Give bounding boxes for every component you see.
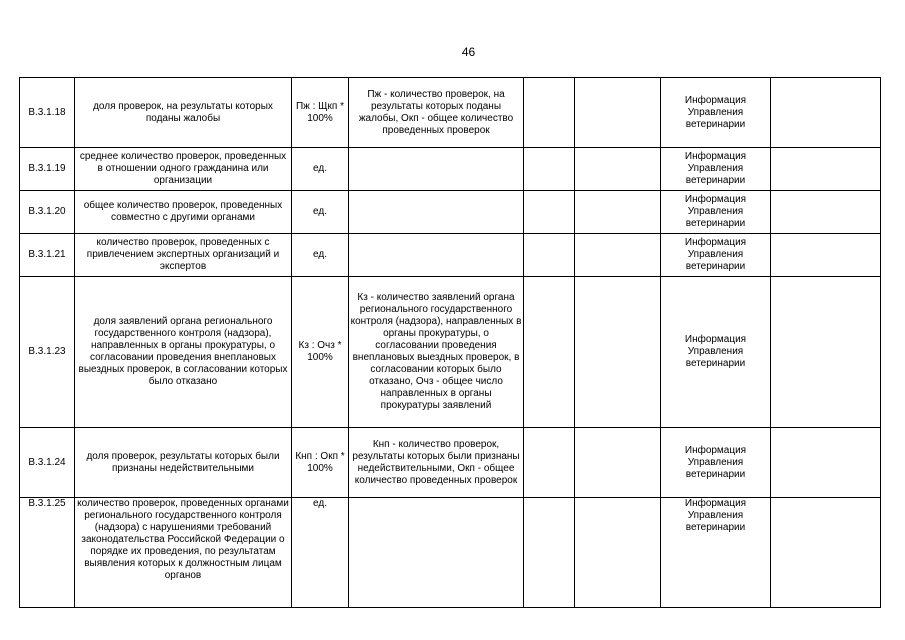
indicator-name: доля заявлений органа регионального государственного контроля (надзора), направленных в органы прокуратуры, о согласовании проведения внеплановых выездных проверок, в согласовании которых было отказано xyxy=(75,277,292,428)
indicator-source: Информация Управления ветеринарии xyxy=(661,428,771,498)
empty-cell xyxy=(575,234,661,277)
empty-cell xyxy=(524,78,575,148)
empty-cell xyxy=(771,148,881,191)
table-row xyxy=(20,78,881,148)
indicator-name: среднее количество проверок, проведенных в отношении одного гражданина или организации xyxy=(75,148,292,191)
indicator-description: Пж - количество проверок, на результаты которых поданы жалобы, Окп - общее количество проведенных проверок xyxy=(349,78,524,148)
indicator-code: В.3.1.21 xyxy=(20,234,75,277)
indicator-description xyxy=(349,234,524,277)
indicator-formula: ед. xyxy=(292,498,349,608)
empty-cell xyxy=(771,498,881,608)
indicator-name: количество проверок, проведенных органами регионального государственного контроля (надзора) с нарушениями требований законодательства Российской Федерации о порядке их проведения, по результатам выявления которых к должностным лицам органов xyxy=(75,498,292,608)
indicator-formula: Кз : Очз * 100% xyxy=(292,277,349,428)
indicator-source: Информация Управления ветеринарии xyxy=(661,191,771,234)
indicator-code: В.3.1.18 xyxy=(20,78,75,148)
indicator-formula: ед. xyxy=(292,191,349,234)
indicator-code: В.3.1.23 xyxy=(20,277,75,428)
empty-cell xyxy=(524,498,575,608)
empty-cell xyxy=(524,234,575,277)
empty-cell xyxy=(524,277,575,428)
empty-cell xyxy=(524,191,575,234)
indicator-description xyxy=(349,498,524,608)
indicator-source: Информация Управления ветеринарии xyxy=(661,78,771,148)
indicator-name: общее количество проверок, проведенных совместно с другими органами xyxy=(75,191,292,234)
empty-cell xyxy=(771,78,881,148)
indicator-formula: ед. xyxy=(292,234,349,277)
table-row xyxy=(20,498,881,608)
indicator-description xyxy=(349,148,524,191)
indicator-code: В.3.1.20 xyxy=(20,191,75,234)
empty-cell xyxy=(771,191,881,234)
empty-cell xyxy=(771,277,881,428)
indicator-name: количество проверок, проведенных с привлечением экспертных организаций и экспертов xyxy=(75,234,292,277)
indicator-description: Кнп - количество проверок, результаты которых были признаны недействительными, Окп - общее количество проведенных проверок xyxy=(349,428,524,498)
empty-cell xyxy=(771,428,881,498)
empty-cell xyxy=(575,148,661,191)
indicator-description: Кз - количество заявлений органа регионального государственного контроля (надзора), направленных в органы прокуратуры, о согласовании проведения внеплановых выездных проверок, в согласовании которых было отказано, Очз - общее число направленных в органы прокуратуры заявлений xyxy=(349,277,524,428)
indicators-table xyxy=(19,77,881,608)
indicator-formula: Кнп : Окп * 100% xyxy=(292,428,349,498)
table-row xyxy=(20,234,881,277)
empty-cell xyxy=(575,428,661,498)
indicator-source: Информация Управления ветеринарии xyxy=(661,148,771,191)
table-row xyxy=(20,191,881,234)
table-row xyxy=(20,428,881,498)
empty-cell xyxy=(575,498,661,608)
empty-cell xyxy=(771,234,881,277)
indicator-name: доля проверок, результаты которых были признаны недействительными xyxy=(75,428,292,498)
indicator-formula: ед. xyxy=(292,148,349,191)
indicator-code: В.3.1.25 xyxy=(20,498,75,608)
table-row xyxy=(20,148,881,191)
empty-cell xyxy=(575,277,661,428)
indicator-source: Информация Управления ветеринарии xyxy=(661,234,771,277)
empty-cell xyxy=(575,191,661,234)
empty-cell xyxy=(524,428,575,498)
indicator-source: Информация Управления ветеринарии xyxy=(661,498,771,608)
indicator-code: В.3.1.19 xyxy=(20,148,75,191)
indicator-source: Информация Управления ветеринарии xyxy=(661,277,771,428)
empty-cell xyxy=(575,78,661,148)
indicator-description xyxy=(349,191,524,234)
indicator-formula: Пж : Щкп * 100% xyxy=(292,78,349,148)
table-row xyxy=(20,277,881,428)
indicator-code: В.3.1.24 xyxy=(20,428,75,498)
empty-cell xyxy=(524,148,575,191)
page-number: 46 xyxy=(461,45,476,59)
indicator-name: доля проверок, на результаты которых поданы жалобы xyxy=(75,78,292,148)
